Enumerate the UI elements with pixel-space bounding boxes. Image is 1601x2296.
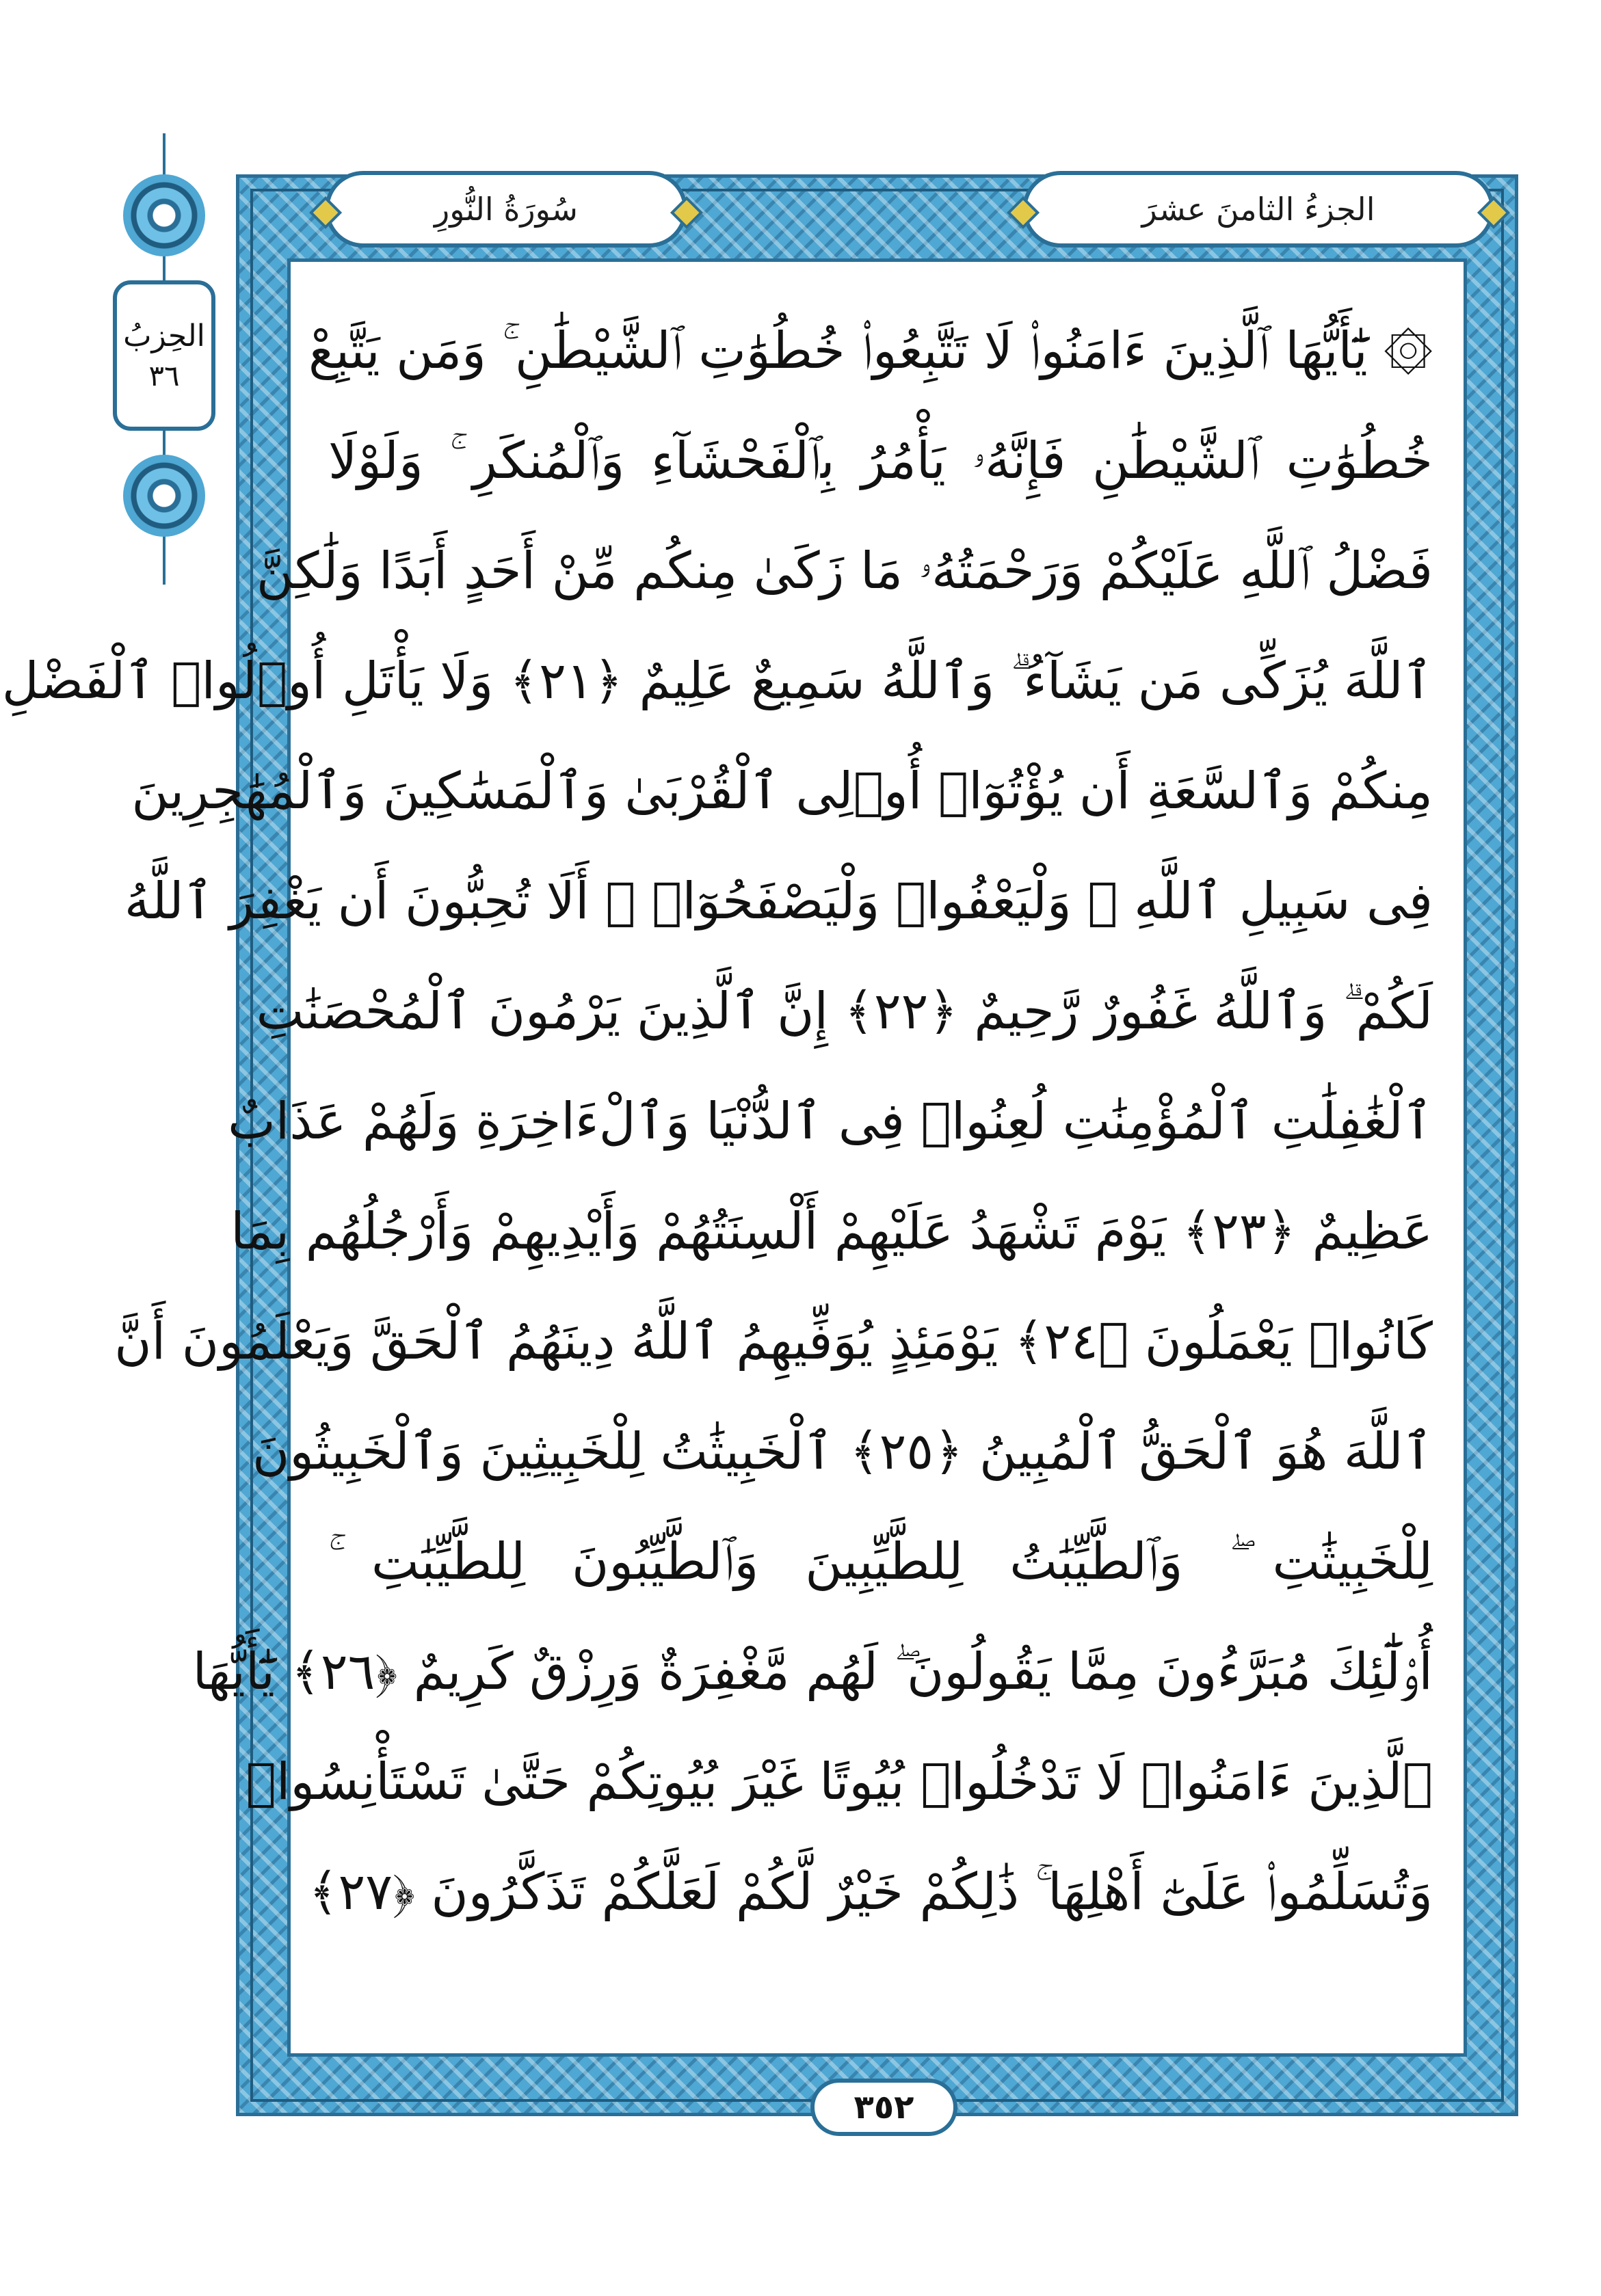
hizb-label: الحِزبُ [123,319,205,353]
verse-line: ٱللَّهَ هُوَ ٱلْحَقُّ ٱلْمُبِينُ ﴿٢٥﴾ ٱلْخَبِيثَٰتُ لِلْخَبِيثِينَ وَٱلْخَبِيثُونَ [252,1422,1433,1481]
juz-title-cartouche [1022,171,1494,248]
verse-line: فَضْلُ ٱللَّهِ عَلَيْكُمْ وَرَحْمَتُهُۥ مَا زَكَىٰ مِنكُم مِّنْ أَحَدٍ أَبَدًا وَلَٰكِنَّ [256,542,1433,600]
verse-line: لِلْخَبِيثَٰتِ ۖ وَٱلطَّيِّبَٰتُ لِلطَّيِّبِينَ وَٱلطَّيِّبُونَ لِلطَّيِّبَٰتِ ۚ [328,1532,1433,1591]
verse-line: لَكُمْ ۗ وَٱللَّهُ غَفُورٌ رَّحِيمٌ ﴿٢٢﴾ إِنَّ ٱلَّذِينَ يَرْمُونَ ٱلْمُحْصَنَٰتِ [256,982,1433,1041]
hizb-top-medallion-icon [123,174,205,256]
verse-line: أُو۟لَٰٓئِكَ مُبَرَّءُونَ مِمَّا يَقُولُونَ ۖ لَهُم مَّغْفِرَةٌ وَرِزْقٌ كَرِيمٌ ﴿٢٦﴾ يَٰٓأَيُّهَا [192,1642,1433,1701]
hizb-marker [82,133,246,585]
verse-line: ٱلَّذِينَ ءَامَنُوا۟ لَا تَدْخُلُوا۟ بُيُوتًا غَيْرَ بُيُوتِكُمْ حَتَّىٰ تَسْتَأْنِسُوا۟ [246,1752,1433,1811]
verse-line: ٱللَّهَ يُزَكِّى مَن يَشَآءُ ۗ وَٱللَّهُ سَمِيعٌ عَلِيمٌ ﴿٢١﴾ وَلَا يَأْتَلِ أُو۟لُوا۟ ٱلْفَضْلِ [1,652,1433,710]
hizb-number: ٣٦ [148,359,180,392]
page-number-text: ٣٥٢ [854,2088,914,2126]
hizb-plaque [113,280,215,431]
juz-title: الجزءُ الثامنَ عشرَ [1141,191,1375,228]
verse-line: ۞ يَٰٓأَيُّهَا ٱلَّذِينَ ءَامَنُوا۟ لَا تَتَّبِعُوا۟ خُطُوَٰتِ ٱلشَّيْطَٰنِ ۚ وَمَن يَتَّبِعْ [308,321,1433,380]
verse-line: خُطُوَٰتِ ٱلشَّيْطَٰنِ فَإِنَّهُۥ يَأْمُرُ بِٱلْفَحْشَآءِ وَٱلْمُنكَرِ ۚ وَلَوْلَا [328,431,1433,490]
surah-title: سُورَةُ النُّورِ [434,191,578,228]
verse-line: كَانُوا۟ يَعْمَلُونَ ﴿٢٤﴾ يَوْمَئِذٍ يُوَفِّيهِمُ ٱللَّهُ دِينَهُمُ ٱلْحَقَّ وَيَعْلَمُونَ أَنَّ [114,1312,1433,1371]
verse-line: مِنكُمْ وَٱلسَّعَةِ أَن يُؤْتُوٓا۟ أُو۟لِى ٱلْقُرْبَىٰ وَٱلْمَسَٰكِينَ وَٱلْمُهَٰجِرِينَ [131,762,1433,820]
verse-line: عَظِيمٌ ﴿٢٣﴾ يَوْمَ تَشْهَدُ عَلَيْهِمْ أَلْسِنَتُهُمْ وَأَيْدِيهِمْ وَأَرْجُلُهُم بِمَا [230,1202,1433,1261]
hizb-bottom-medallion-icon [123,455,205,537]
surah-title-cartouche [325,171,687,248]
verse-line: ٱلْغَٰفِلَٰتِ ٱلْمُؤْمِنَٰتِ لُعِنُوا۟ فِى ٱلدُّنْيَا وَٱلْءَاخِرَةِ وَلَهُمْ عَذَابٌ [228,1092,1433,1151]
verse-line: فِى سَبِيلِ ٱللَّهِ ۖ وَلْيَعْفُوا۟ وَلْيَصْفَحُوٓا۟ ۗ أَلَا تُحِبُّونَ أَن يَغْفِرَ ٱللَّهُ [124,872,1433,931]
verse-line: وَتُسَلِّمُوا۟ عَلَىٰٓ أَهْلِهَا ۚ ذَٰلِكُمْ خَيْرٌ لَّكُمْ لَعَلَّكُمْ تَذَكَّرُونَ ﴿٢٧﴾ [308,1863,1433,1921]
page-number [810,2079,957,2136]
